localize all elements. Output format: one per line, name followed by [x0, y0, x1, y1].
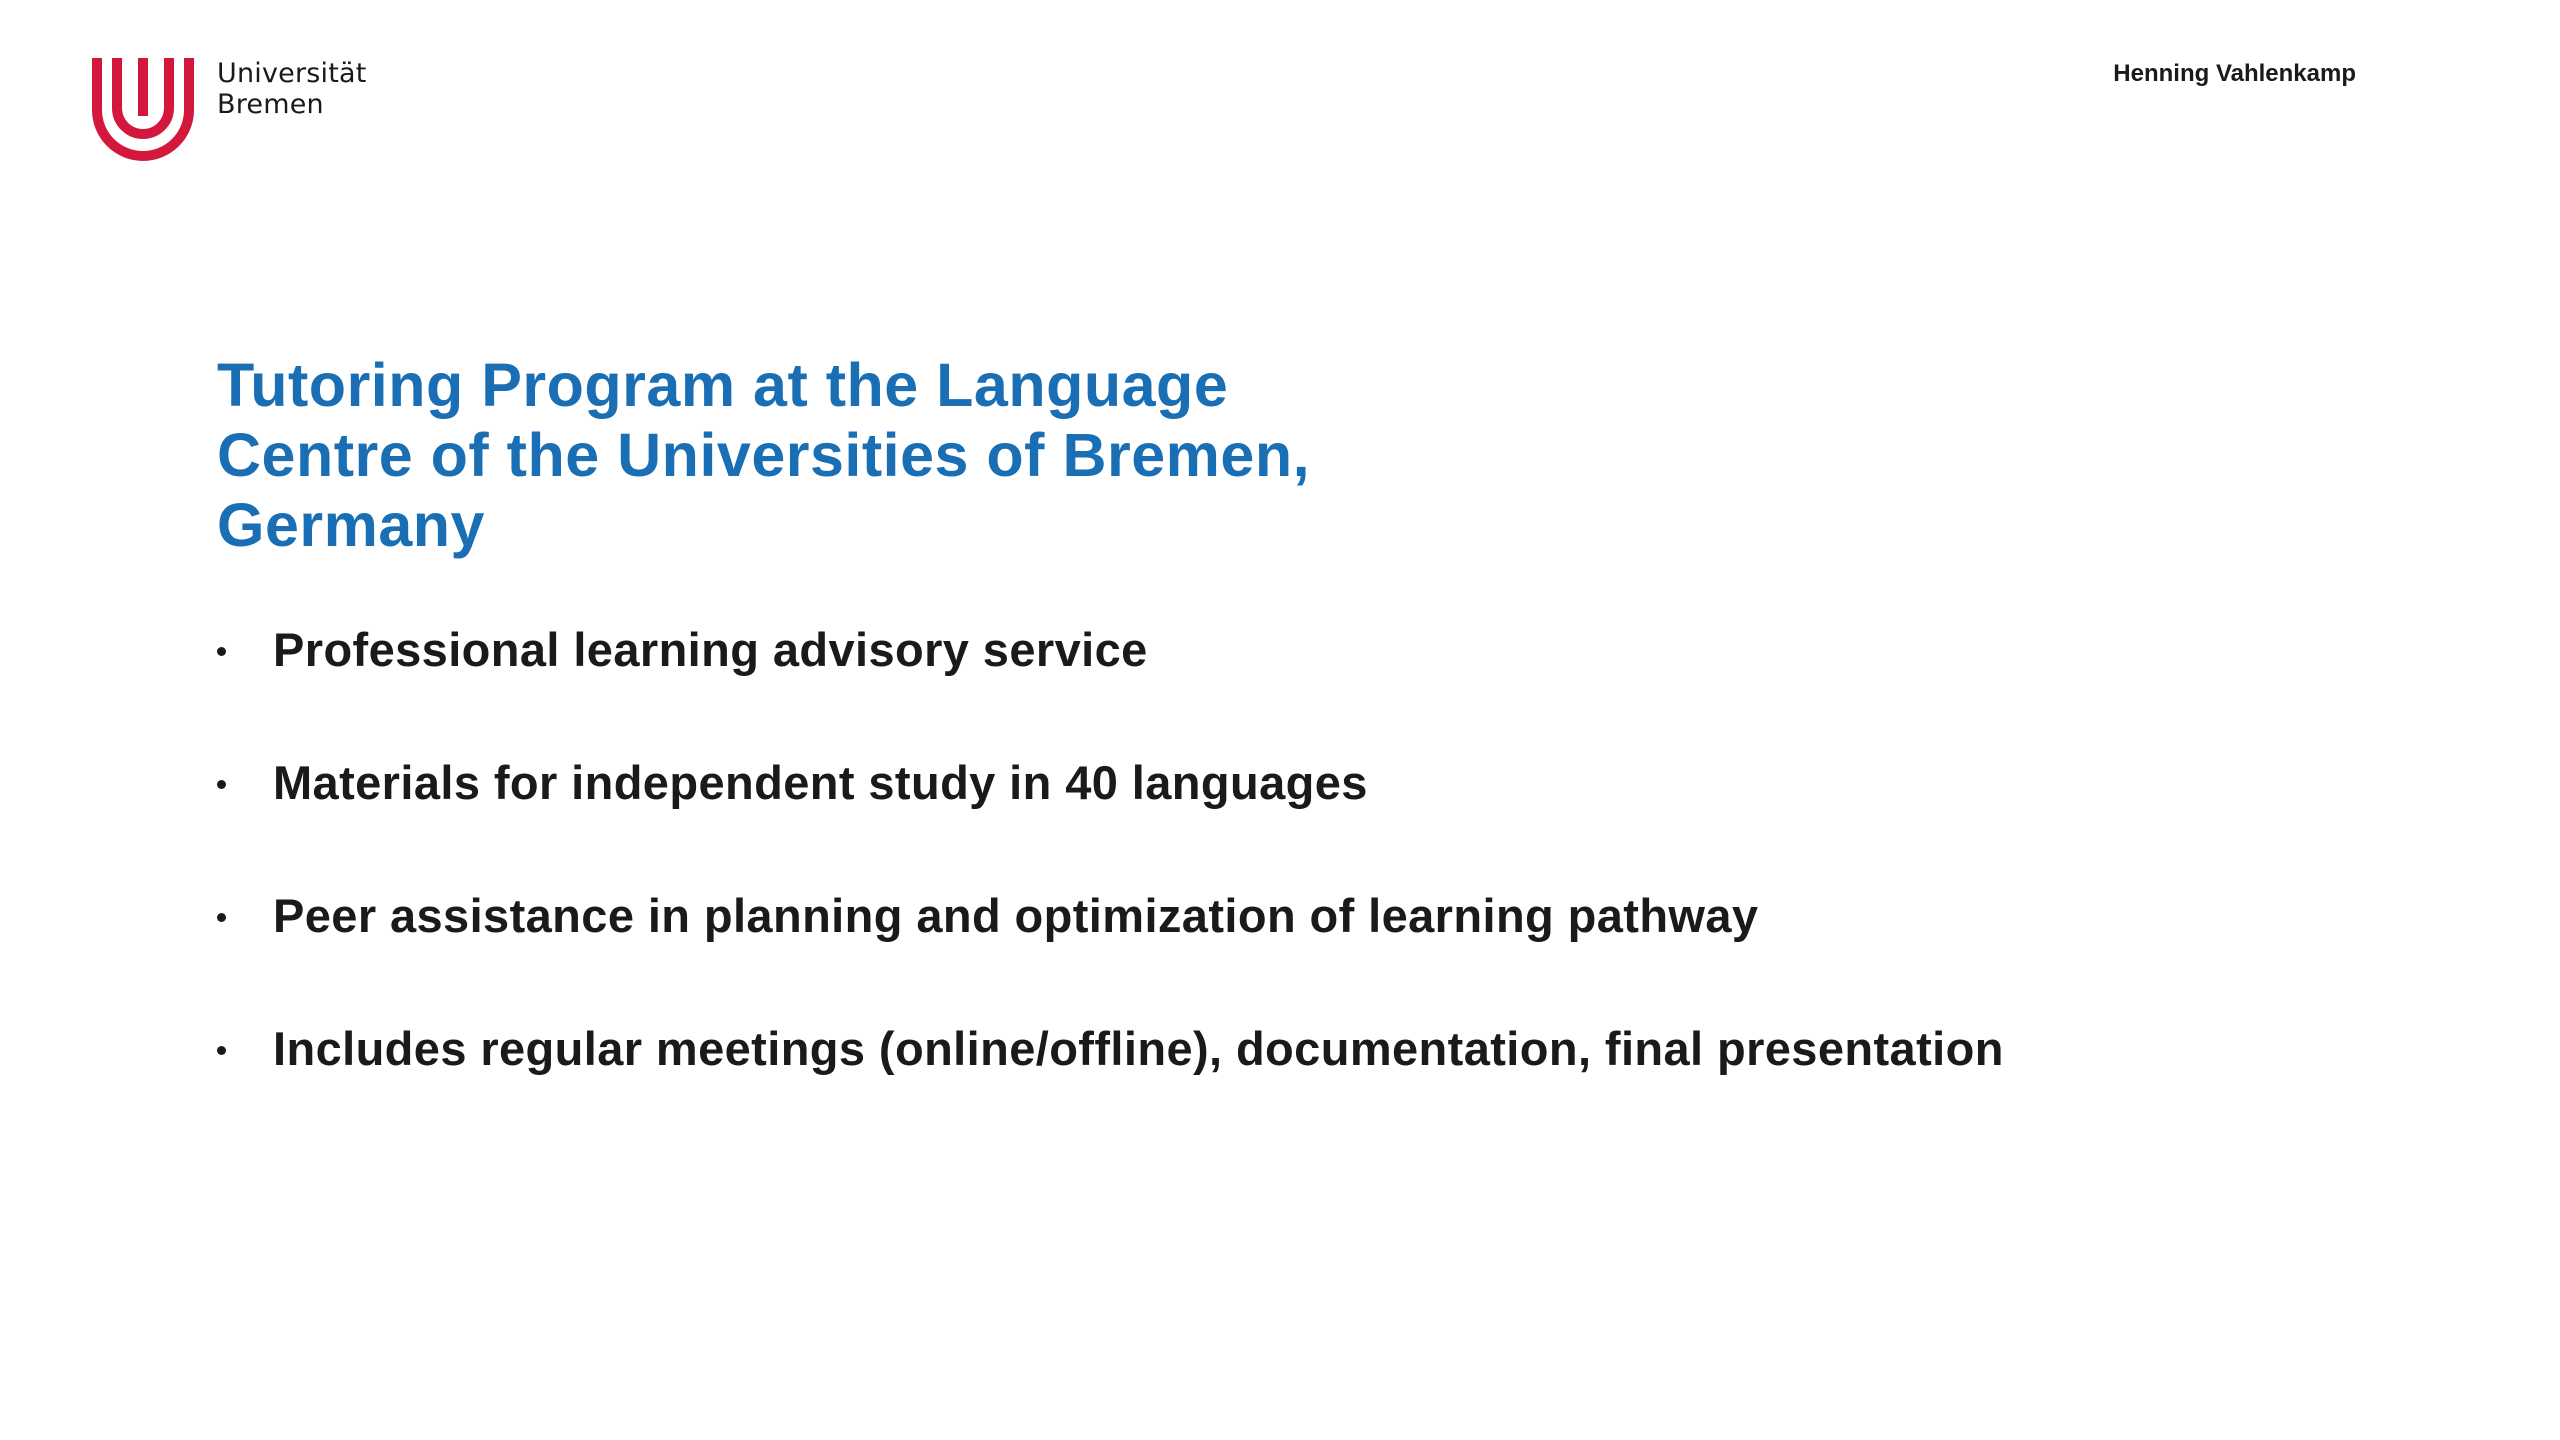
bullet-text: Peer assistance in planning and optimization of learning pathway: [273, 889, 1759, 942]
bullet-item: [217, 753, 2004, 886]
bullet-dot-icon: [217, 780, 226, 789]
presenter-name: Henning Vahlenkamp: [2113, 60, 2356, 87]
bullet-dot-icon: [217, 913, 226, 922]
bullet-dot-icon: [217, 647, 226, 656]
bullet-dot-icon: [217, 1046, 226, 1055]
bullet-text: Professional learning advisory service: [273, 623, 1148, 676]
university-logo-mark-icon: [92, 58, 194, 164]
logo-line-1: Universität: [217, 58, 367, 89]
bullet-text: Materials for independent study in 40 languages: [273, 756, 1368, 809]
bullet-text: Includes regular meetings (online/offline), documentation, final presentation: [273, 1022, 2004, 1075]
slide-title: [217, 350, 1517, 560]
university-logo: [92, 58, 512, 168]
bullet-item: [217, 620, 2004, 753]
bullet-list: [217, 620, 2004, 1152]
slide-title-line: Centre of the Universities of Bremen,: [217, 421, 1311, 489]
slide-title-line: Germany: [217, 491, 485, 559]
university-logo-wordmark: [217, 58, 367, 120]
logo-line-2: Bremen: [217, 89, 324, 120]
slide-title-line: Tutoring Program at the Language: [217, 351, 1229, 419]
bullet-item: [217, 886, 2004, 1019]
bullet-item: [217, 1019, 2004, 1152]
